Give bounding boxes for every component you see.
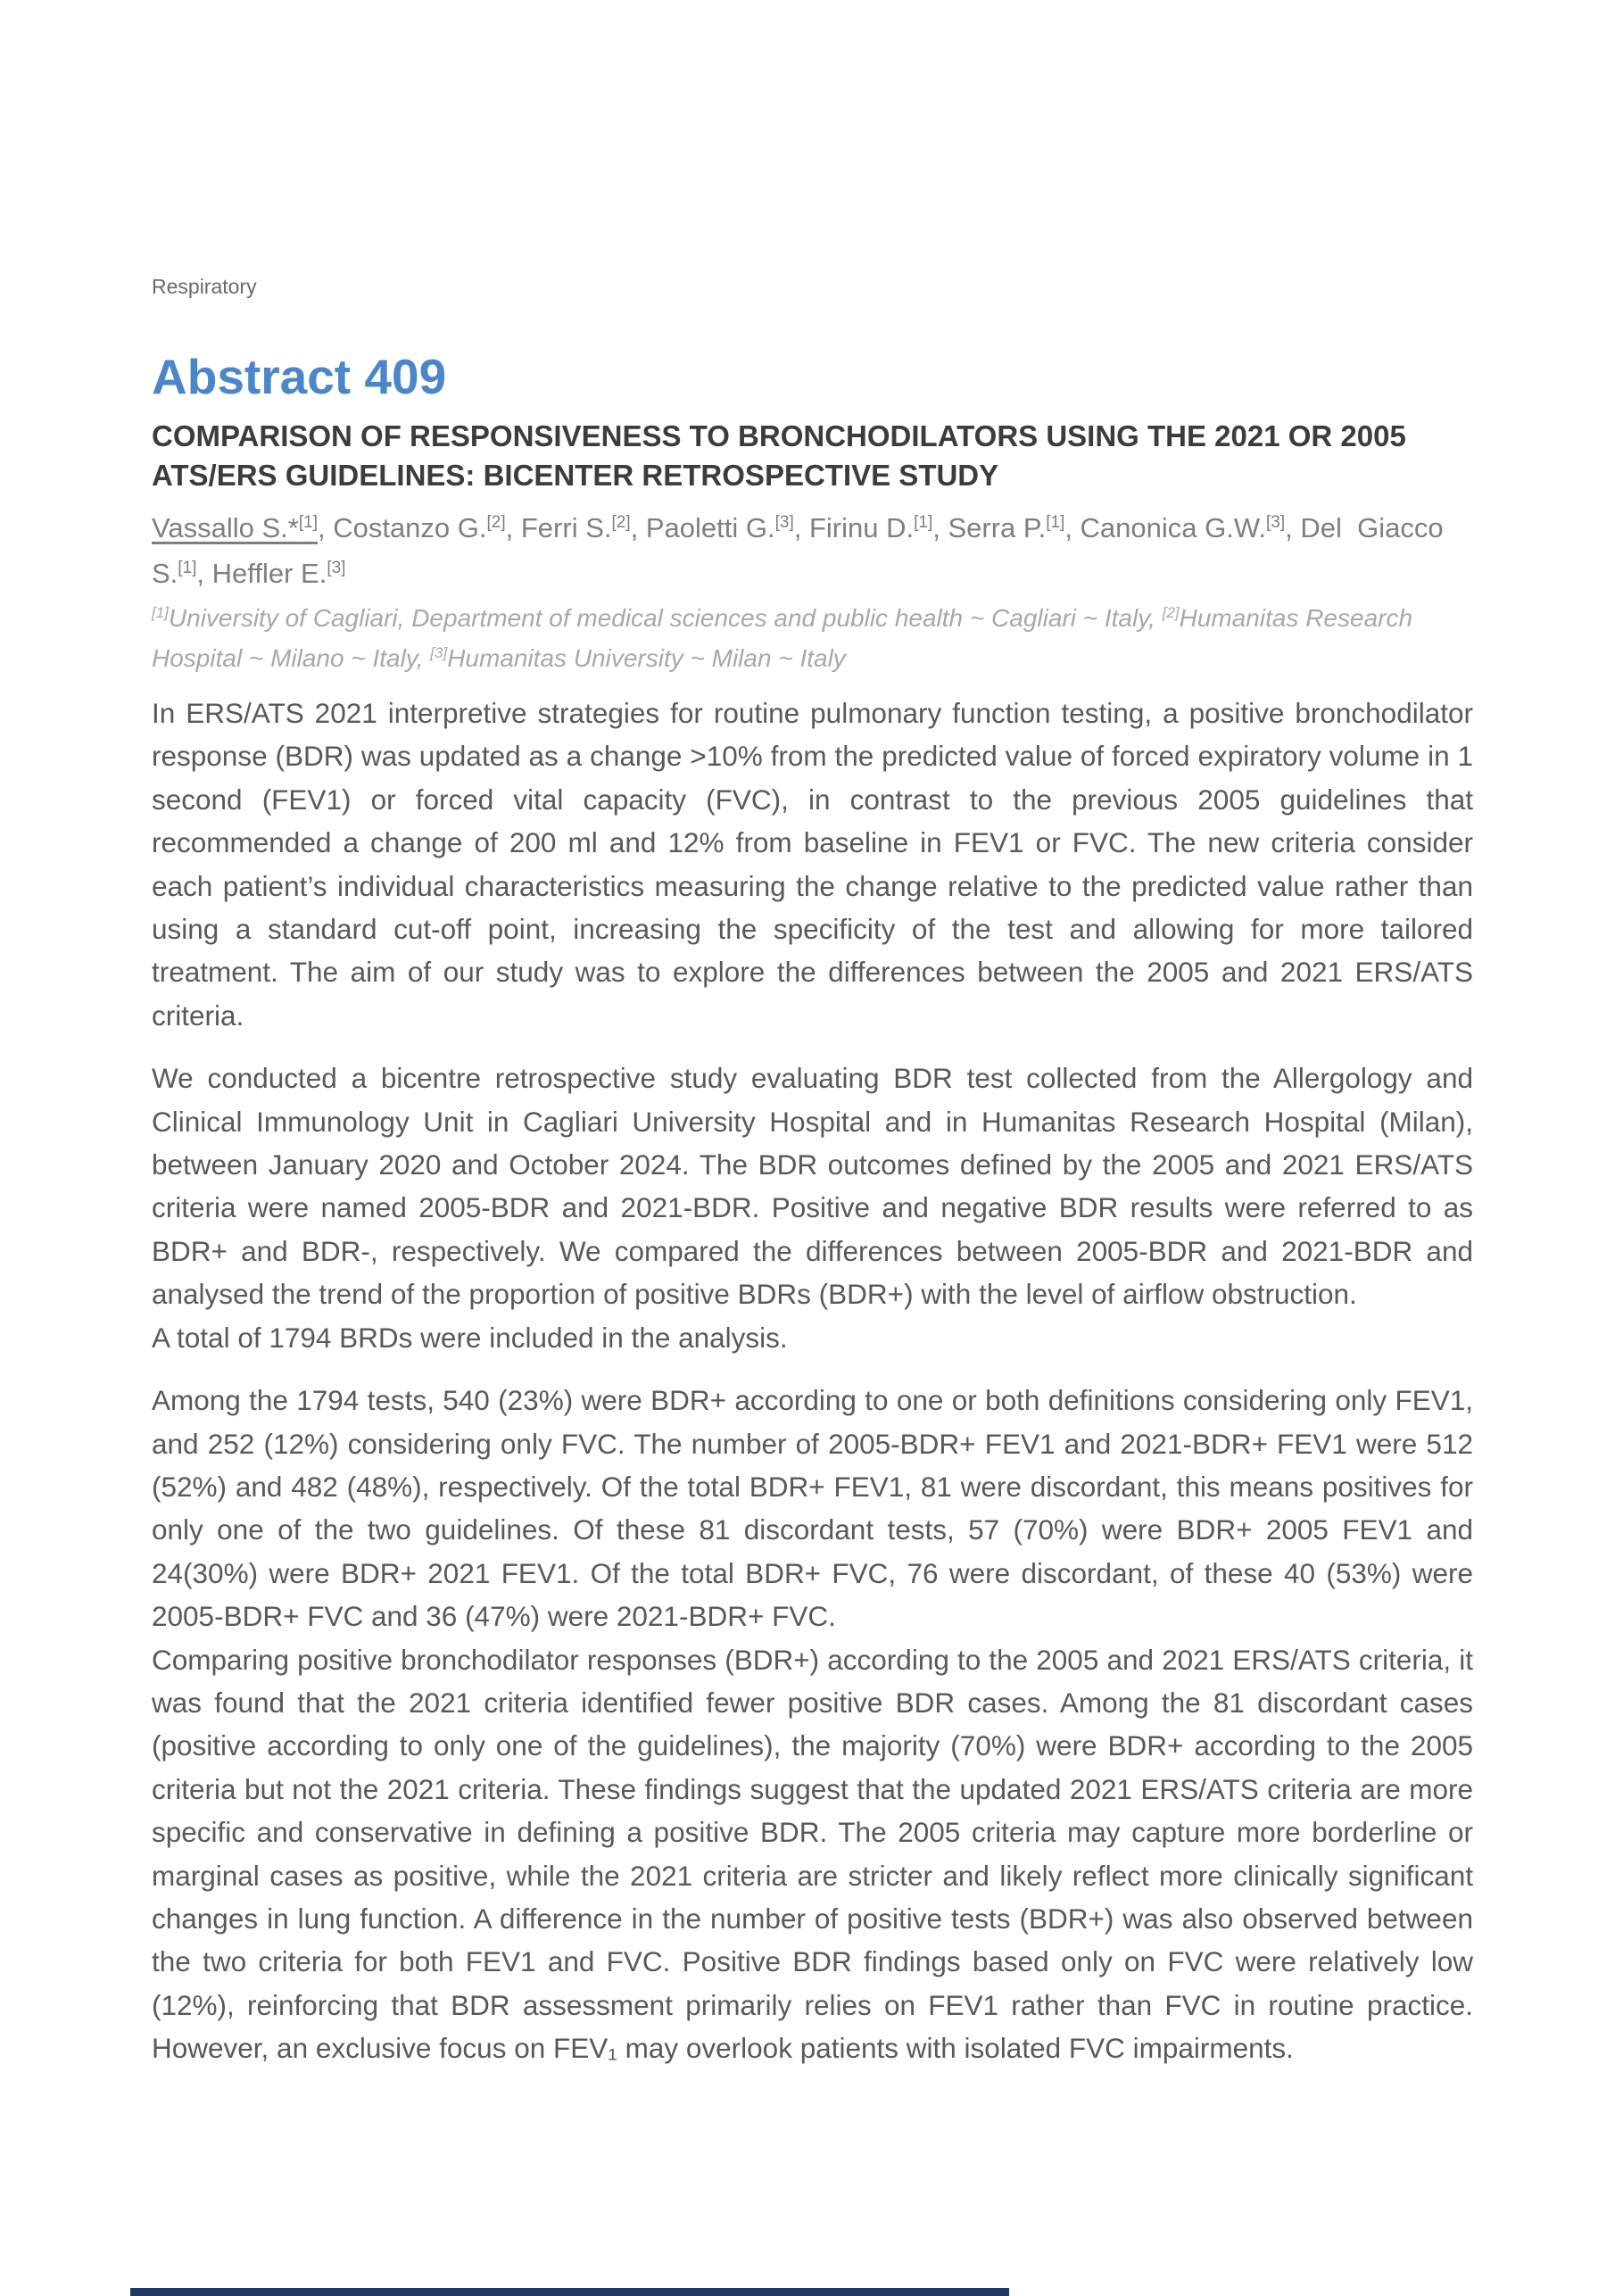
abstract-content <box>152 0 1473 2070</box>
affiliations-line: [1]University of Cagliari, Department of medical sciences and public health ~ Cagliari ~ Italy, [2]Humanitas Research Hospital ~ Milano ~ Italy, [3]Humanitas University ~ Milan ~ Italy <box>152 604 1413 672</box>
author-name: Vassallo S.*[1] <box>152 512 318 543</box>
authors-line: Vassallo S.*[1], Costanzo G.[2], Ferri S.[2], Paoletti G.[3], Firinu D.[1], Serra P.[1], Canonica G.W.[3], Del Giacco S.[1], Heffler E.[3] <box>152 512 1444 589</box>
affiliation-superscript: [3] <box>430 644 448 661</box>
body-paragraph <box>152 1057 1473 1359</box>
category-label: Respiratory <box>152 275 257 298</box>
affiliation-superscript: [2] <box>1162 604 1180 621</box>
next-page-top-edge <box>130 2288 1009 2296</box>
author-affiliation-superscript: [1] <box>914 513 933 532</box>
abstract-number: Abstract 409 <box>152 349 447 404</box>
author-name: Ferri S.[2] <box>520 512 631 543</box>
author-name: Costanzo G.[2] <box>333 512 506 543</box>
author-affiliation-superscript: [3] <box>774 513 794 532</box>
body-paragraph-line: We conducted a bicentre retrospective study evaluating BDR test collected from the Allergology and Clinical Immunology Unit in Cagliari University Hospital and in Humanitas Research Hospital (Milan), between January 2020 and October 2024. The BDR outcomes defined by the 2005 and 2021 ERS/ATS criteria were named 2005-BDR and 2021-BDR. Positive and negative BDR results were referred to as BDR+ and BDR-, respectively. We compared the differences between 2005-BDR and 2021-BDR and analysed the trend of the proportion of positive BDRs (BDR+) with the level of airflow obstruction. <box>152 1062 1473 1311</box>
body-paragraph-line: Among the 1794 tests, 540 (23%) were BDR+ according to one or both definitions considering only FEV1, and 252 (12%) considering only FVC. The number of 2005-BDR+ FEV1 and 2021-BDR+ FEV1 were 512 (52%) and 482 (48%), respectively. Of the total BDR+ FEV1, 81 were discordant, this means positives for only one of the two guidelines. Of these 81 discordant tests, 57 (70%) were BDR+ 2005 FEV1 and 24(30%) were BDR+ 2021 FEV1. Of the total BDR+ FVC, 76 were discordant, of these 40 (53%) were 2005-BDR+ FVC and 36 (47%) were 2021-BDR+ FVC. <box>152 1384 1473 1633</box>
body-paragraph <box>152 692 1473 1037</box>
body-paragraph-line: Comparing positive bronchodilator responses (BDR+) according to the 2005 and 2021 ERS/ATS criteria, it was found that the 2021 criteria identified fewer positive BDR cases. Among the 81 discordant cases (positive according to only one of the guidelines), the majority (70%) were BDR+ according to the 2005 criteria but not the 2021 criteria. These findings suggest that the updated 2021 ERS/ATS criteria are more specific and conservative in defining a positive BDR. The 2005 criteria may capture more borderline or marginal cases as positive, while the 2021 criteria are stricter and likely reflect more clinically significant changes in lung function. A difference in the number of positive tests (BDR+) was also observed between the two criteria for both FEV1 and FVC. Positive BDR findings based only on FVC were relatively low (12%), reinforcing that BDR assessment primarily relies on FEV1 rather than FVC in routine practice. However, an exclusive focus on FEV₁ may overlook patients with isolated FVC impairments. <box>152 1643 1473 2065</box>
abstract-title: COMPARISON OF RESPONSIVENESS TO BRONCHODILATORS USING THE 2021 OR 2005 ATS/ERS GUIDELINES: BICENTER RETROSPECTIVE STUDY <box>152 419 1406 492</box>
author-affiliation-superscript: [1] <box>178 559 197 577</box>
author-name: Serra P.[1] <box>948 512 1065 543</box>
author-name: Heffler E.[3] <box>211 558 346 589</box>
abstract-body <box>152 692 1473 2070</box>
affiliation-superscript: [1] <box>152 604 169 621</box>
body-paragraph-line: A total of 1794 BRDs were included in the analysis. <box>152 1321 788 1354</box>
author-name: Del Giacco S.[1] <box>152 512 1444 589</box>
body-paragraph <box>152 1379 1473 2070</box>
author-affiliation-superscript: [3] <box>327 559 346 577</box>
author-affiliation-superscript: [1] <box>1046 513 1065 532</box>
author-name: Firinu D.[1] <box>808 512 933 543</box>
body-paragraph-line: In ERS/ATS 2021 interpretive strategies for routine pulmonary function testing, a positive bronchodilator response (BDR) was updated as a change >10% from the predicted value of forced expiratory volume in 1 second (FEV1) or forced vital capacity (FVC), in contrast to the previous 2005 guidelines that recommended a change of 200 ml and 12% from baseline in FEV1 or FVC. The new criteria consider each patient’s individual characteristics measuring the change relative to the predicted value rather than using a standard cut-off point, increasing the specificity of the test and allowing for more tailored treatment. The aim of our study was to explore the differences between the 2005 and 2021 ERS/ATS criteria. <box>152 697 1473 1032</box>
author-affiliation-superscript: [2] <box>486 513 506 532</box>
author-name: Canonica G.W.[3] <box>1080 512 1286 543</box>
author-affiliation-superscript: [1] <box>298 513 318 532</box>
author-name: Paoletti G.[3] <box>645 512 794 543</box>
author-affiliation-superscript: [2] <box>611 513 631 532</box>
author-affiliation-superscript: [3] <box>1266 513 1286 532</box>
